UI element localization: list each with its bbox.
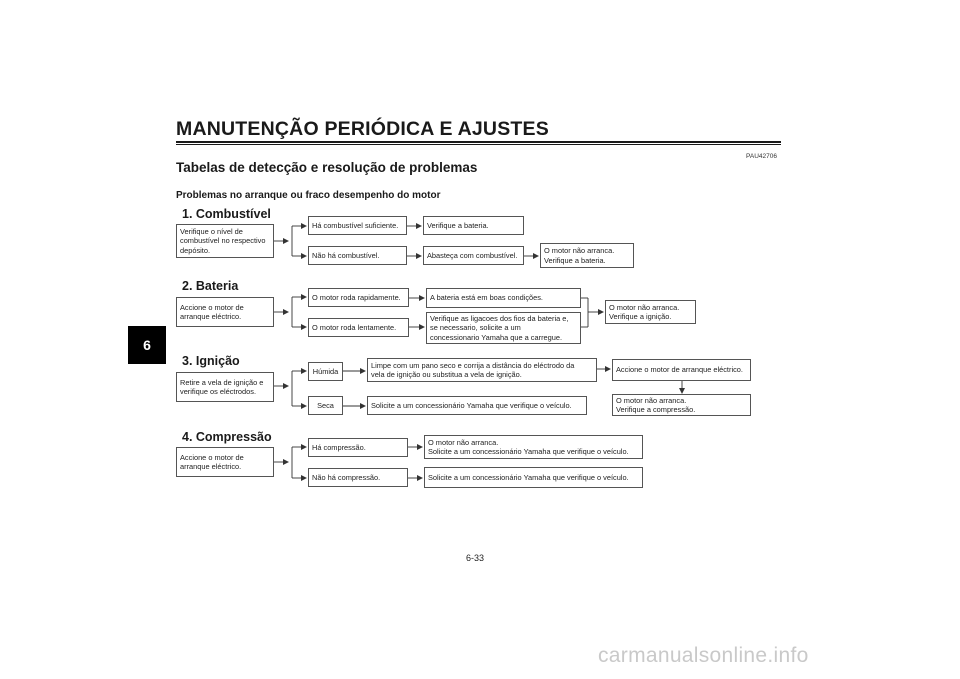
compression-check-box: Accione o motor de arranque eléctrico. bbox=[176, 447, 274, 477]
fuel-sufficient-box: Há combustível suficiente. bbox=[308, 216, 407, 235]
ignition-dealer-box: Solicite a um concessionário Yamaha que verifique o veículo. bbox=[367, 396, 587, 415]
ignition-check-box: Retire a vela de ignição e verifique os eléctrodos. bbox=[176, 372, 274, 402]
fuel-refill-box: Abasteça com combustível. bbox=[423, 246, 524, 265]
fuel-check-battery-box: Verifique a bateria. bbox=[423, 216, 524, 235]
fuel-none-box: Não há combustível. bbox=[308, 246, 407, 265]
fuel-check-box: Verifique o nível de combustível no respectivo depósito. bbox=[176, 224, 274, 258]
section-subtitle: Problemas no arranque ou fraco desempenho do motor bbox=[176, 190, 441, 201]
group-title-ignition: 3. Ignição bbox=[182, 354, 240, 368]
ignition-start-motor-box: Accione o motor de arranque eléctrico. bbox=[612, 359, 751, 381]
compression-yes-box: Há compressão. bbox=[308, 438, 408, 457]
battery-fast-box: O motor roda rapidamente. bbox=[308, 288, 409, 307]
group-title-compression: 4. Compressão bbox=[182, 430, 272, 444]
compression-yes-result-box: O motor não arranca. Solicite a um concessionário Yamaha que verifique o veículo. bbox=[424, 435, 643, 459]
battery-wiring-box: Verifique as ligacoes dos fios da bateria e, se necessario, solicite a um concessionario Yamaha que a carregue. bbox=[426, 312, 581, 344]
watermark: carmanualsonline.info bbox=[598, 644, 809, 667]
page-number: 6-33 bbox=[466, 553, 485, 563]
ignition-result-box: O motor não arranca. Verifique a compressão. bbox=[612, 394, 751, 416]
compression-dealer-box: Solicite a um concessionário Yamaha que verifique o veículo. bbox=[424, 467, 643, 488]
group-title-battery: 2. Bateria bbox=[182, 279, 239, 293]
battery-result-box: O motor não arranca. Verifique a ignição. bbox=[605, 300, 696, 324]
ignition-clean-box: Limpe com um pano seco e corrija a distância do eléctrodo da vela de ignição ou substitua a vela de ignição. bbox=[367, 358, 597, 382]
section-title: Tabelas de detecção e resolução de problemas bbox=[176, 160, 478, 175]
reference-code: PAU42706 bbox=[746, 153, 777, 160]
ignition-wet-box: Húmida bbox=[308, 362, 343, 381]
battery-check-box: Accione o motor de arranque eléctrico. bbox=[176, 297, 274, 327]
group-title-fuel: 1. Combustível bbox=[182, 207, 271, 221]
page-header-title: MANUTENÇÃO PERIÓDICA E AJUSTES bbox=[176, 118, 549, 140]
battery-slow-box: O motor roda lentamente. bbox=[308, 318, 409, 337]
compression-no-box: Não há compressão. bbox=[308, 468, 408, 487]
ignition-dry-box: Seca bbox=[308, 396, 343, 415]
battery-good-box: A bateria está em boas condições. bbox=[426, 288, 581, 308]
chapter-tab: 6 bbox=[128, 326, 166, 364]
fuel-result-box: O motor não arranca. Verifique a bateria. bbox=[540, 243, 634, 268]
